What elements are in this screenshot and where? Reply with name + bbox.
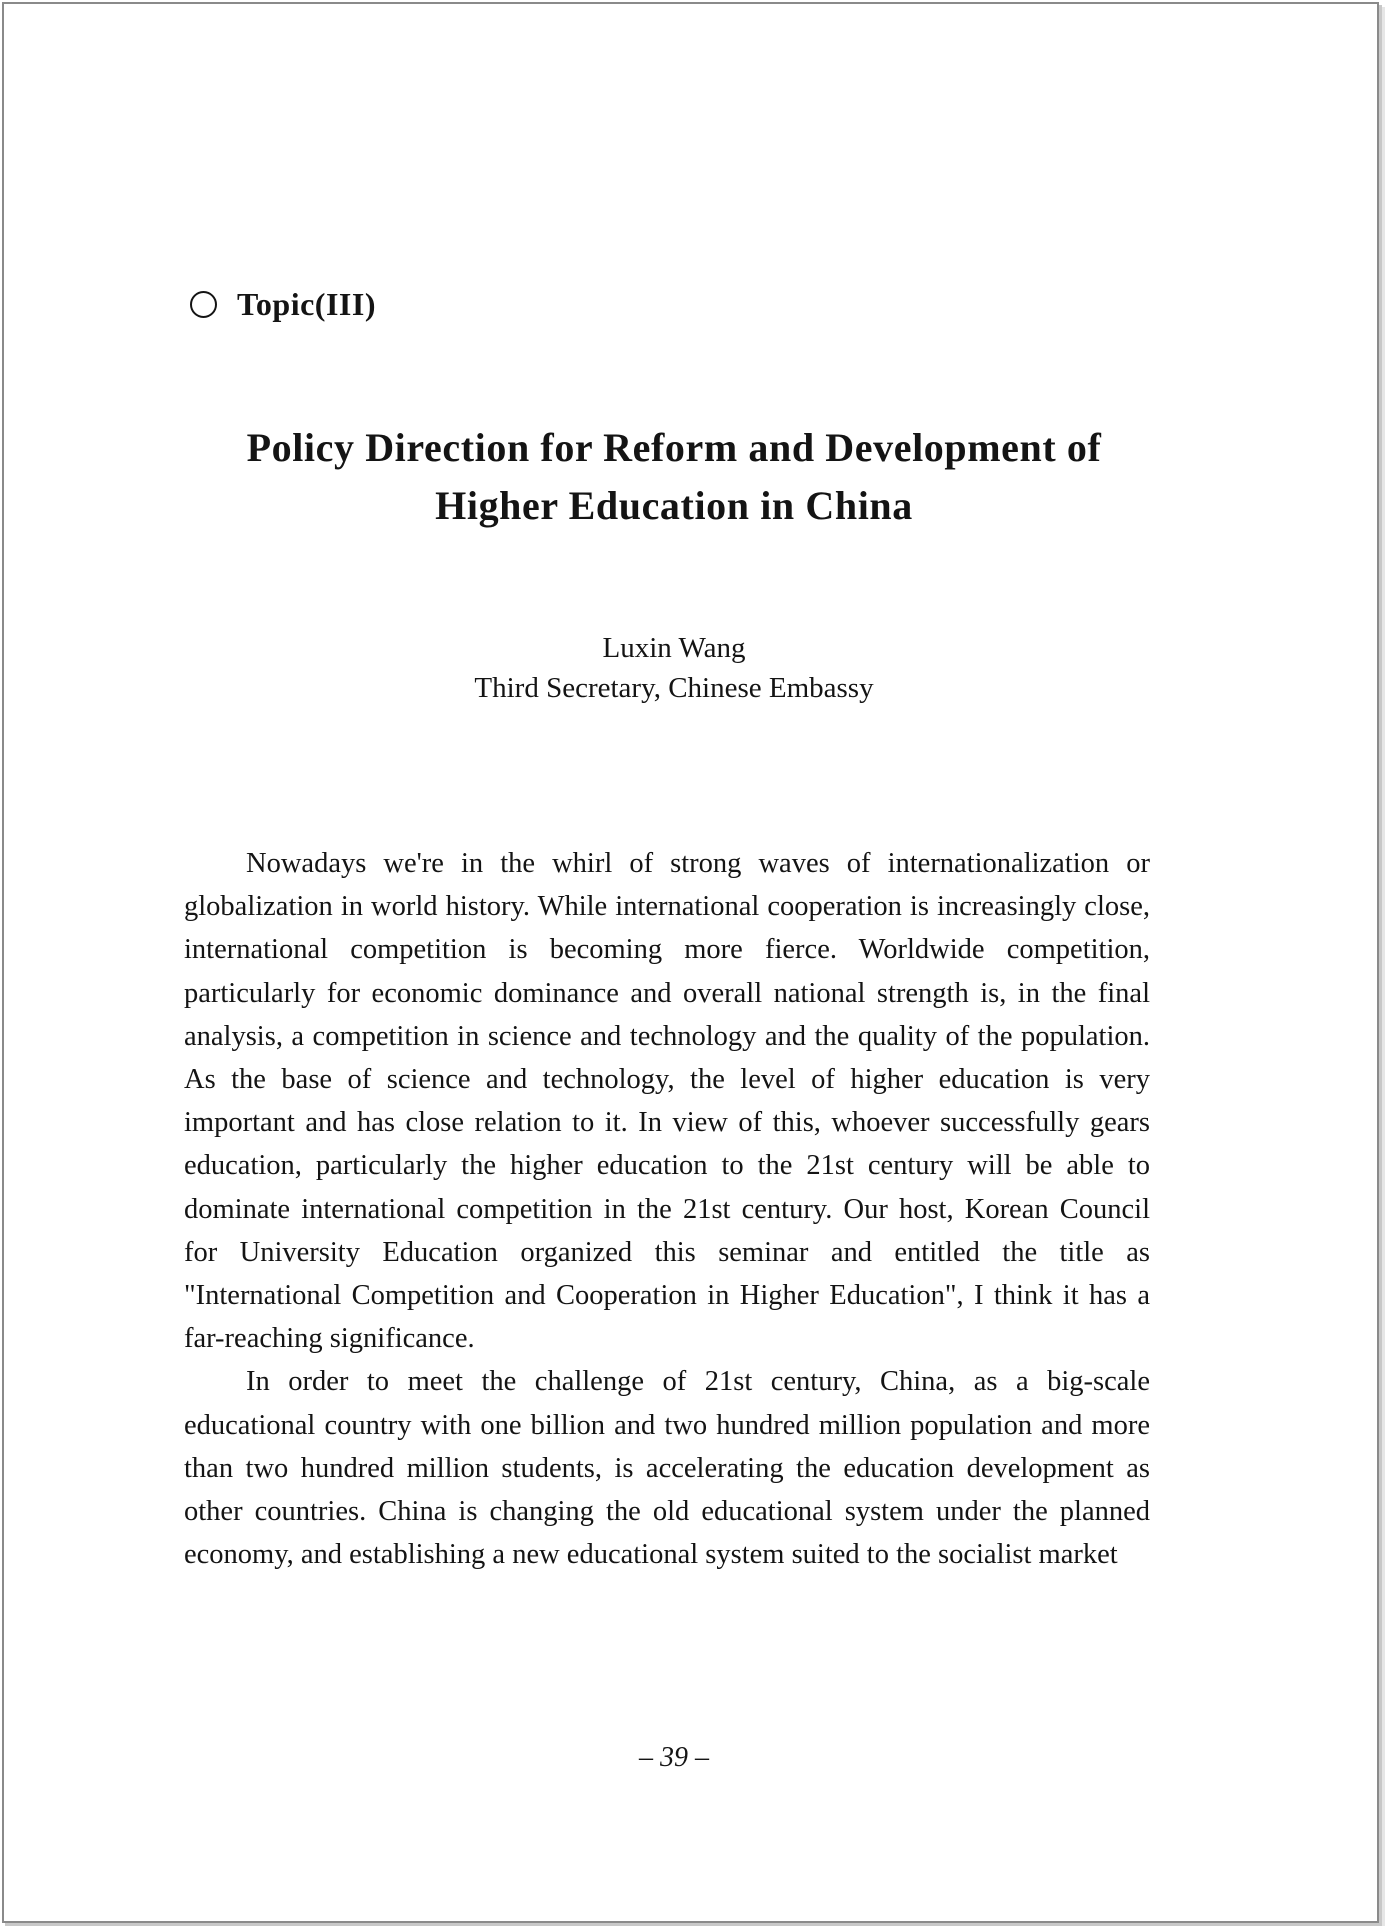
- paragraph-1: Nowadays we're in the whirl of strong waves of internationalization or globalization in world history. While international cooperation is increasingly close, international competition is becoming more fierce. Worldwide competition, particularly for economic dominance and overall national strength is, in the final analysis, a competition in science and technology and the quality of the population. As the base of science and technology, the level of higher education is very important and has close relation to it. In view of this, whoever successfully gears education, particularly the higher education to the 21st century will be able to dominate international competition in the 21st century. Our host, Korean Council for University Education organized this seminar and entitled the title as "International Competition and Cooperation in Higher Education", I think it has a far-reaching significance.: [184, 848, 1150, 1355]
- document-page: [2, 2, 1379, 1923]
- topic-label: Topic(III): [237, 286, 376, 322]
- author-name: Luxin Wang: [602, 632, 746, 664]
- body-text: [184, 842, 1150, 1576]
- circle-icon: [190, 291, 217, 318]
- topic-heading: [190, 286, 376, 323]
- page-number: – 39 –: [639, 1742, 709, 1773]
- author-position: Third Secretary, Chinese Embassy: [474, 672, 874, 704]
- title-line-2: Higher Education in China: [435, 483, 913, 528]
- title-line-1: Policy Direction for Reform and Development of: [246, 425, 1102, 470]
- paragraph-2: In order to meet the challenge of 21st century, China, as a big-scale educational country with one billion and two hundred million population and more than two hundred million students, is accelerating the education development as other countries. China is changing the old educational system under the planned economy, and establishing a new educational system suited to the socialist market: [184, 1366, 1150, 1571]
